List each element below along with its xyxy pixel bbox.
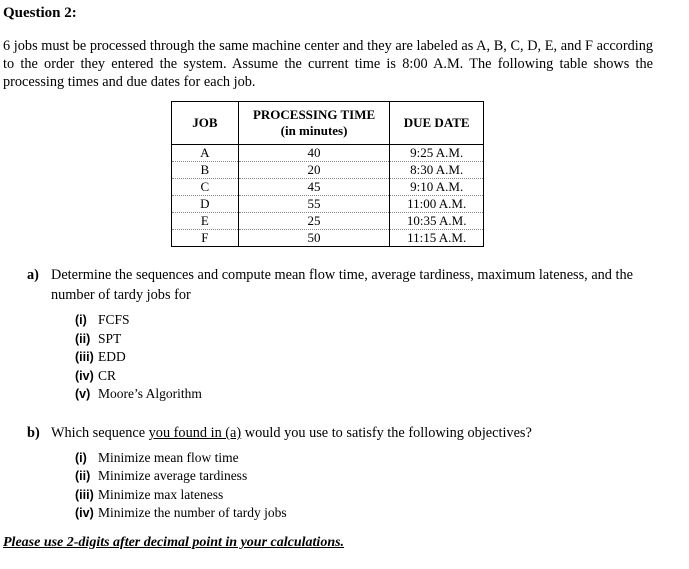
cell-time: 20	[238, 162, 390, 179]
part-a-item	[75, 331, 121, 347]
cell-job: A	[172, 145, 239, 162]
question-intro	[3, 37, 653, 91]
item-number: (ii)	[75, 332, 91, 346]
item-text: Minimize the number of tardy jobs	[98, 505, 287, 520]
part-b-text-before: Which sequence	[51, 425, 149, 441]
item-number: (v)	[75, 387, 91, 401]
part-a-item	[75, 386, 202, 402]
item-number: (iv)	[75, 369, 94, 383]
job-table	[171, 101, 484, 247]
header-processing-time-line2: (in minutes)	[280, 123, 348, 138]
table-row	[172, 230, 484, 247]
cell-time: 50	[238, 230, 390, 247]
cell-due: 8:30 A.M.	[390, 162, 484, 179]
cell-due: 11:00 A.M.	[390, 196, 484, 213]
part-a-item	[75, 349, 126, 365]
header-processing-time-line1: PROCESSING TIME	[252, 107, 376, 122]
item-text: Minimize average tardiness	[98, 468, 248, 483]
header-job: JOB	[172, 102, 239, 145]
cell-time: 40	[238, 145, 390, 162]
intro-line: to the order they entered the system. Assume the current time is 8:00 A.M. The following table shows the	[3, 56, 653, 72]
cell-time: 45	[238, 179, 390, 196]
cell-job: D	[172, 196, 239, 213]
item-number: (iv)	[75, 506, 94, 520]
part-a-label: a)	[27, 267, 39, 283]
part-a-line2: number of tardy jobs for	[51, 287, 191, 303]
question-title: Question 2:	[3, 5, 77, 21]
cell-job: C	[172, 179, 239, 196]
cell-time: 55	[238, 196, 390, 213]
table-row	[172, 145, 484, 162]
item-number: (iii)	[75, 350, 94, 364]
cell-due: 9:10 A.M.	[390, 179, 484, 196]
item-text: Minimize mean flow time	[98, 450, 239, 465]
table-row	[172, 179, 484, 196]
cell-job: F	[172, 230, 239, 247]
part-b-question	[51, 424, 532, 443]
item-number: (i)	[75, 451, 87, 465]
part-b-item	[75, 450, 239, 466]
part-b-text-after: would you use to satisfy the following objectives?	[241, 425, 532, 441]
intro-line: processing times and due dates for each job.	[3, 74, 256, 90]
calculation-note: Please use 2-digits after decimal point in your calculations.	[3, 535, 345, 550]
cell-job: B	[172, 162, 239, 179]
intro-line: 6 jobs must be processed through the same machine center and they are labeled as A, B, C, D, E, and F according	[3, 38, 653, 54]
table-row	[172, 196, 484, 213]
table-header-row	[172, 102, 484, 145]
cell-due: 10:35 A.M.	[390, 213, 484, 230]
header-processing-time	[238, 102, 390, 145]
cell-due: 11:15 A.M.	[390, 230, 484, 247]
part-a-item	[75, 312, 130, 328]
part-b-label: b)	[27, 425, 40, 441]
part-b-item	[75, 487, 223, 503]
item-number: (ii)	[75, 469, 91, 483]
item-text: Minimize max lateness	[98, 487, 224, 502]
item-number: (i)	[75, 313, 87, 327]
item-text: Moore’s Algorithm	[98, 386, 202, 401]
item-text: SPT	[98, 331, 122, 346]
part-b-item	[75, 505, 287, 521]
cell-job: E	[172, 213, 239, 230]
item-number: (iii)	[75, 488, 94, 502]
table-row	[172, 213, 484, 230]
item-text: EDD	[98, 349, 126, 364]
item-text: FCFS	[98, 312, 130, 327]
cell-time: 25	[238, 213, 390, 230]
part-b-item	[75, 468, 247, 484]
table-row	[172, 162, 484, 179]
part-a-line1: Determine the sequences and compute mean flow time, average tardiness, maximum lateness, and the	[51, 267, 633, 283]
part-b-text-underlined: you found in (a)	[148, 425, 242, 441]
cell-due: 9:25 A.M.	[390, 145, 484, 162]
part-a-item	[75, 368, 116, 384]
header-due-date: DUE DATE	[390, 102, 484, 145]
item-text: CR	[98, 368, 117, 383]
